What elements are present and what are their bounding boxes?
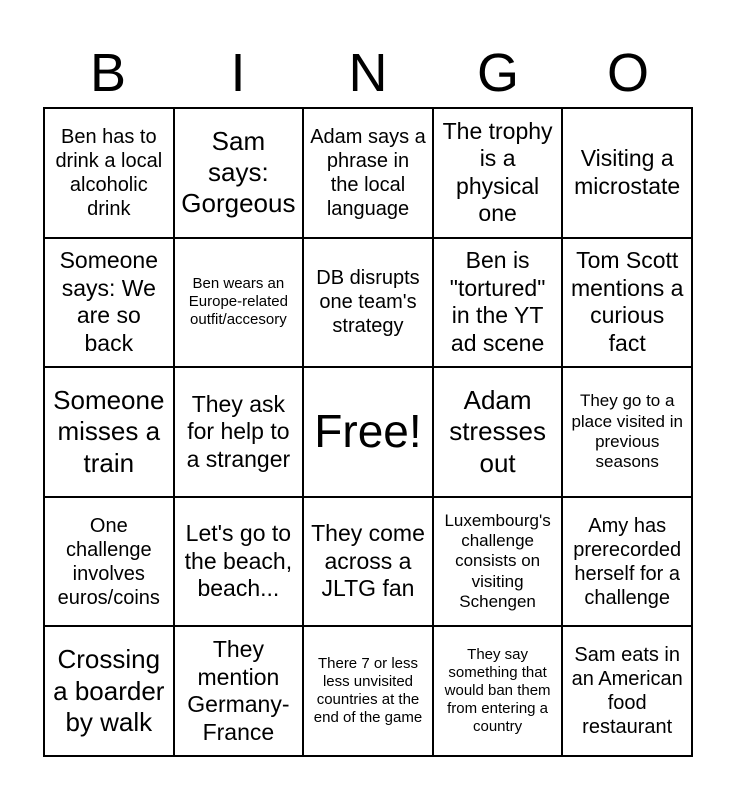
header-letter-i: I (230, 43, 246, 103)
bingo-cell[interactable]: Luxembourg's challenge consists on visiting Schengen (433, 497, 563, 627)
free-cell[interactable]: Free! (303, 367, 433, 497)
bingo-cell[interactable]: Amy has prerecorded herself for a challenge (562, 497, 692, 627)
bingo-cell[interactable]: Let's go to the beach, beach... (174, 497, 304, 627)
bingo-cell[interactable]: They come across a JLTG fan (303, 497, 433, 627)
bingo-cell[interactable]: Someone misses a train (44, 367, 174, 497)
bingo-cell[interactable]: They mention Germany-France (174, 626, 304, 756)
header-letter-n: N (348, 43, 388, 103)
bingo-cell[interactable]: Adam says a phrase in the local language (303, 108, 433, 238)
bingo-cell[interactable]: Ben has to drink a local alcoholic drink (44, 108, 174, 238)
bingo-cell[interactable]: DB disrupts one team's strategy (303, 238, 433, 368)
header-letter-b: B (89, 43, 127, 103)
header-letter-g: G (476, 43, 519, 103)
bingo-header (43, 38, 693, 108)
bingo-grid (43, 107, 693, 757)
bingo-cell[interactable]: Tom Scott mentions a curious fact (562, 238, 692, 368)
bingo-cell[interactable]: They go to a place visited in previous seasons (562, 367, 692, 497)
bingo-cell[interactable]: They ask for help to a stranger (174, 367, 304, 497)
bingo-cell[interactable]: Someone says: We are so back (44, 238, 174, 368)
bingo-cell[interactable]: They say something that would ban them from entering a country (433, 626, 563, 756)
bingo-cell[interactable]: One challenge involves euros/coins (44, 497, 174, 627)
bingo-cell[interactable]: Crossing a boarder by walk (44, 626, 174, 756)
bingo-cell[interactable]: Adam stresses out (433, 367, 563, 497)
bingo-cell[interactable]: Ben wears an Europe-related outfit/accesory (174, 238, 304, 368)
header-letter-o: O (606, 43, 649, 103)
bingo-cell[interactable]: Sam eats in an American food restaurant (562, 626, 692, 756)
bingo-cell[interactable]: Visiting a microstate (562, 108, 692, 238)
bingo-cell[interactable]: The trophy is a physical one (433, 108, 563, 238)
bingo-cell[interactable]: Ben is "tortured" in the YT ad scene (433, 238, 563, 368)
bingo-cell[interactable]: There 7 or less less unvisited countries at the end of the game (303, 626, 433, 756)
bingo-cell[interactable]: Sam says: Gorgeous (174, 108, 304, 238)
